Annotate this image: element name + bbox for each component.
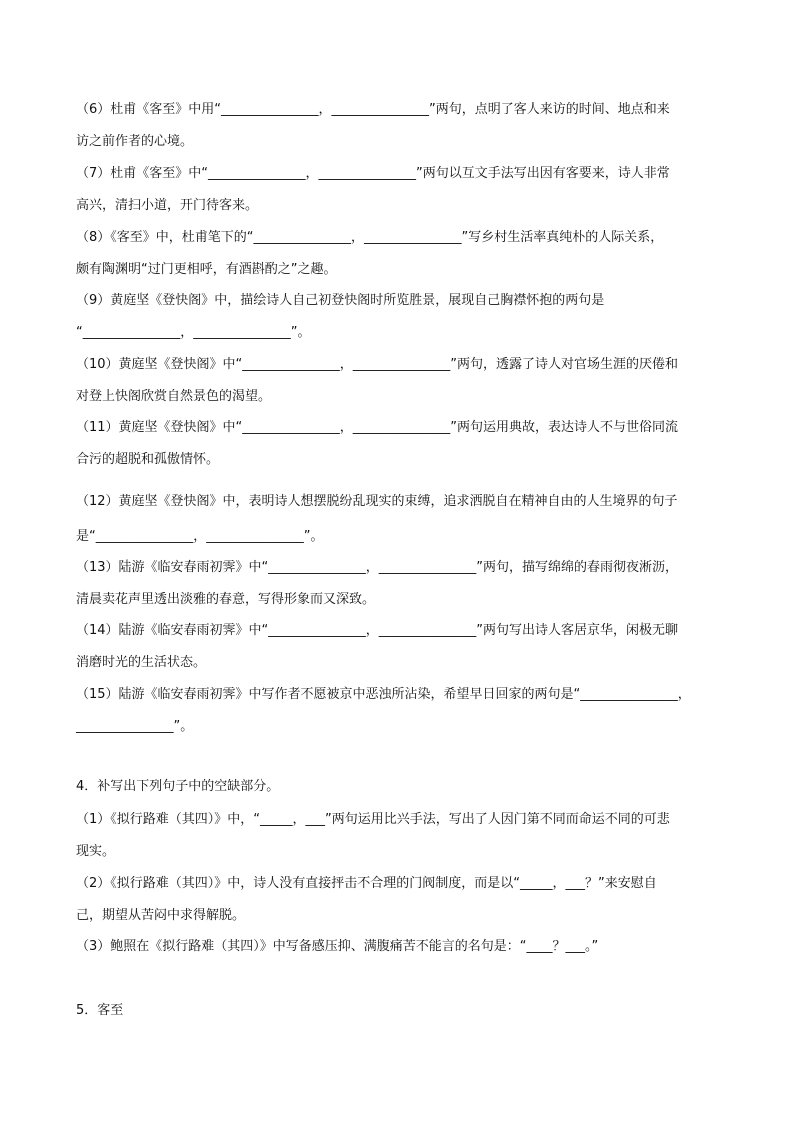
question-11-line-1: （11）黄庭坚《登快阁》中“_______________，_______________”两句运用典故，表达诗人不与世俗同流 bbox=[76, 420, 679, 435]
question-8-line-1: （8）《客至》中，杜甫笔下的“_______________，_______________”写乡村生活率真纯朴的人际关系， bbox=[76, 230, 664, 245]
question-13-line-2: 清晨卖花声里透出淡雅的春意，写得形象而又深致。 bbox=[76, 592, 376, 607]
question-6 bbox=[76, 94, 722, 158]
question-10-line-2: 对登上快阁欣赏自然景色的渴望。 bbox=[76, 389, 272, 404]
question-7 bbox=[76, 158, 722, 222]
question-13-line-1: （13）陆游《临安春雨初霁》中“_______________，_______________”两句，描写绵绵的春雨彻夜淅沥， bbox=[76, 560, 679, 575]
question-14-line-2: 消磨时光的生活状态。 bbox=[76, 655, 207, 670]
question-12-line-2: 是“_______________，_______________”。 bbox=[76, 529, 324, 544]
question-6-line-1: （6）杜甫《客至》中用“_______________，_______________”两句，点明了客人来访的时间、地点和来 bbox=[76, 102, 670, 117]
question-8-line-2: 颇有陶渊明“过门更相呼，有酒斟酌之”之趣。 bbox=[76, 262, 337, 277]
question-4-3 bbox=[76, 931, 722, 963]
question-4-3-line-1: （3）鲍照在《拟行路难（其四）》中写备感压抑、满腹痛苦不能言的名句是：“____？___。” bbox=[76, 939, 599, 954]
question-4-1 bbox=[76, 804, 722, 868]
question-7-line-2: 高兴，清扫小道，开门待客来。 bbox=[76, 198, 259, 213]
question-15-line-2: _______________”。 bbox=[76, 719, 194, 734]
question-14-line-1: （14）陆游《临安春雨初霁》中“_______________，_______________”两句写出诗人客居京华，闲极无聊 bbox=[76, 623, 679, 638]
question-9-line-1: （9）黄庭坚《登快阁》中，描绘诗人自己初登快阁时所览胜景，展现自己胸襟怀抱的两句是 bbox=[76, 293, 605, 308]
section-5-heading: 5．客至 bbox=[76, 1003, 124, 1018]
question-8 bbox=[76, 222, 722, 286]
question-9-line-2: “_______________，_______________”。 bbox=[76, 325, 311, 340]
question-10-line-1: （10）黄庭坚《登快阁》中“_______________，_______________”两句，透露了诗人对官场生涯的厌倦和 bbox=[76, 357, 679, 372]
question-6-line-2: 访之前作者的心境。 bbox=[76, 134, 194, 149]
question-4-1-line-2: 现实。 bbox=[76, 844, 116, 859]
question-7-line-1: （7）杜甫《客至》中“_______________，_______________”两句以互文手法写出因有客要来，诗人非常 bbox=[76, 166, 670, 181]
question-15-line-1: （15）陆游《临安春雨初霁》中写作者不愿被京中恶浊所沾染，希望早日回家的两句是“_______________， bbox=[76, 687, 691, 702]
question-4-2-line-2: 己，期望从苦闷中求得解脱。 bbox=[76, 908, 246, 923]
section-4-heading: 4．补写出下列句子中的空缺部分。 bbox=[76, 779, 280, 794]
question-10 bbox=[76, 349, 722, 413]
question-9 bbox=[76, 285, 722, 349]
question-12 bbox=[76, 486, 722, 553]
question-12-line-1: （12）黄庭坚《登快阁》中，表明诗人想摆脱纷乱现实的束缚，追求洒脱自在精神自由的人生境界的句子 bbox=[76, 494, 678, 509]
question-4-2-line-1: （2）《拟行路难（其四）》中，诗人没有直接抨击不合理的门阀制度，而是以“_____，___？”来安慰自 bbox=[76, 876, 657, 891]
question-14 bbox=[76, 615, 722, 679]
question-15 bbox=[76, 679, 722, 743]
question-4-2 bbox=[76, 868, 722, 932]
question-11 bbox=[76, 412, 722, 476]
question-13 bbox=[76, 552, 722, 616]
question-11-line-2: 合污的超脱和孤傲情怀。 bbox=[76, 452, 220, 467]
question-4-1-line-1: （1）《拟行路难（其四）》中，“_____，___”两句运用比兴手法，写出了人因门第不同而命运不同的可悲 bbox=[76, 812, 670, 827]
